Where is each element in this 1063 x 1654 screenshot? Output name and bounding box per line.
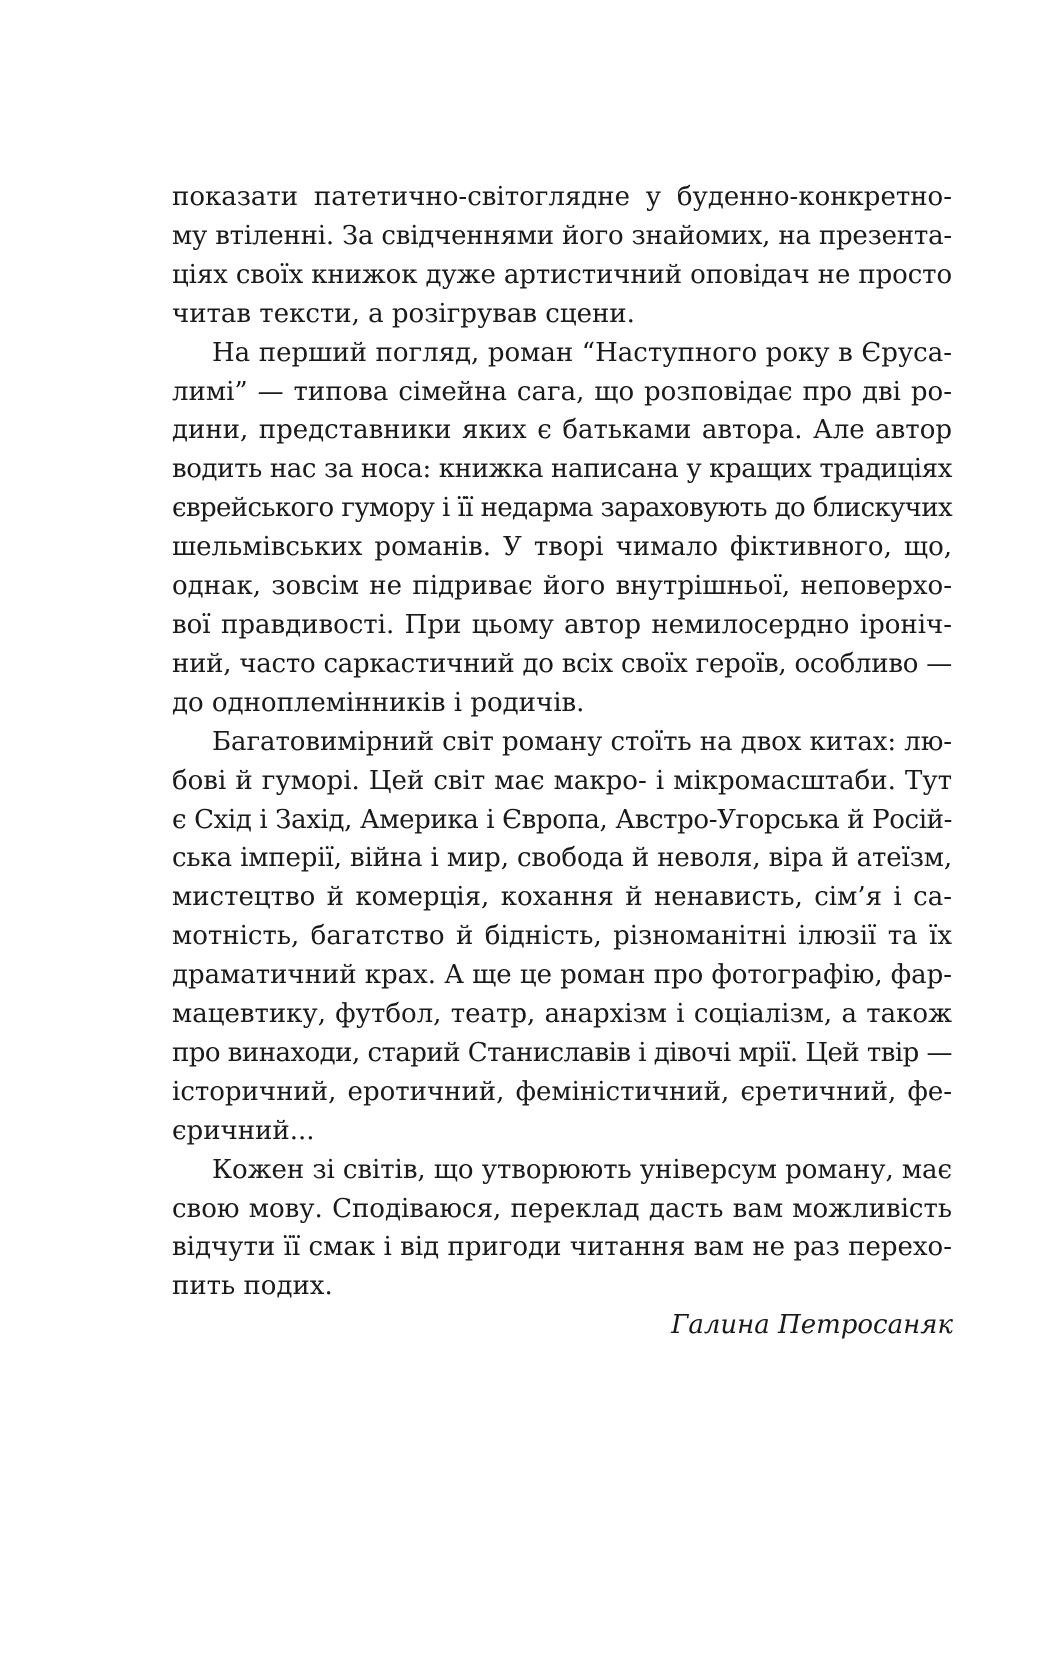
text-line: свою мову. Сподіваюся, переклад дасть вам можливість — [172, 1193, 952, 1224]
text-line: пить подих. — [172, 1271, 333, 1302]
text-line: читав тексти, а розігрував сцени. — [172, 298, 635, 329]
text-line: відчути її смак і від пригоди читання вам не раз перехо- — [172, 1232, 952, 1263]
text-line: мотність, багатство й бідність, різноманітні ілюзії та їх — [172, 921, 952, 952]
text-line: до одноплемінників і родичів. — [172, 687, 585, 718]
text-line: Кожен зі світів, що утворюють універсум роману, має — [212, 1154, 952, 1185]
text-line: історичний, еротичний, феміністичний, єретичний, фе- — [172, 1076, 952, 1107]
text-line: Багатовимірний світ роману стоїть на двох китах: лю- — [212, 726, 952, 757]
text-line: дини, представники яких є батьками автора. Але автор — [172, 415, 952, 446]
paragraph-2 — [172, 334, 952, 723]
text-line: мацевтику, футбол, театр, анархізм і соціалізм, а також — [172, 999, 952, 1030]
text-line: драматичний крах. А ще це роман про фотографію, фар- — [172, 960, 952, 991]
paragraph-4 — [172, 1151, 952, 1307]
text-line: вої правдивості. При цьому автор немилосердно іроніч- — [172, 609, 952, 640]
text-line: ціях своїх книжок дуже артистичний оповідач не просто — [172, 259, 952, 290]
text-line: ний, часто саркастичний до всіх своїх героїв, особливо — — [172, 648, 952, 679]
text-line: показати патетично-світоглядне у буденно-конкретно- — [172, 182, 952, 212]
body-text — [172, 178, 952, 1306]
text-line: водить нас за носа: книжка написана у кращих традиціях — [172, 454, 952, 485]
text-line: про винаходи, старий Станиславів і дівочі мрії. Цей твір — — [172, 1037, 952, 1068]
text-line: бові й гуморі. Цей світ має макро- і мікромасштаби. Тут — [172, 765, 952, 796]
text-line: ська імперії, війна і мир, свобода й неволя, віра й атеїзм, — [172, 843, 952, 874]
paragraph-1 — [172, 178, 952, 334]
text-line: лимі” — типова сімейна сага, що розповідає про дві ро- — [172, 376, 952, 407]
text-line: єврейського гумору і її недарма зараховують до блискучих — [172, 493, 952, 524]
text-line: шельмівських романів. У творі чимало фіктивного, що, — [172, 532, 952, 563]
author-signature: Галина Петросаняк — [671, 1310, 953, 1340]
text-line: мистецтво й комерція, кохання й ненависть, сім’я і са- — [172, 882, 952, 913]
text-line: є Схід і Захід, Америка і Європа, Австро-Угорська й Росій- — [172, 804, 952, 835]
text-line: однак, зовсім не підриває його внутрішньої, неповерхо- — [172, 571, 952, 602]
paragraph-3 — [172, 723, 952, 1151]
text-line: єричний... — [172, 1115, 315, 1146]
text-line: му втіленні. За свідченнями його знайомих, на презента- — [172, 220, 952, 251]
text-line: На перший погляд, роман “Наступного року в Єруса- — [212, 337, 952, 368]
